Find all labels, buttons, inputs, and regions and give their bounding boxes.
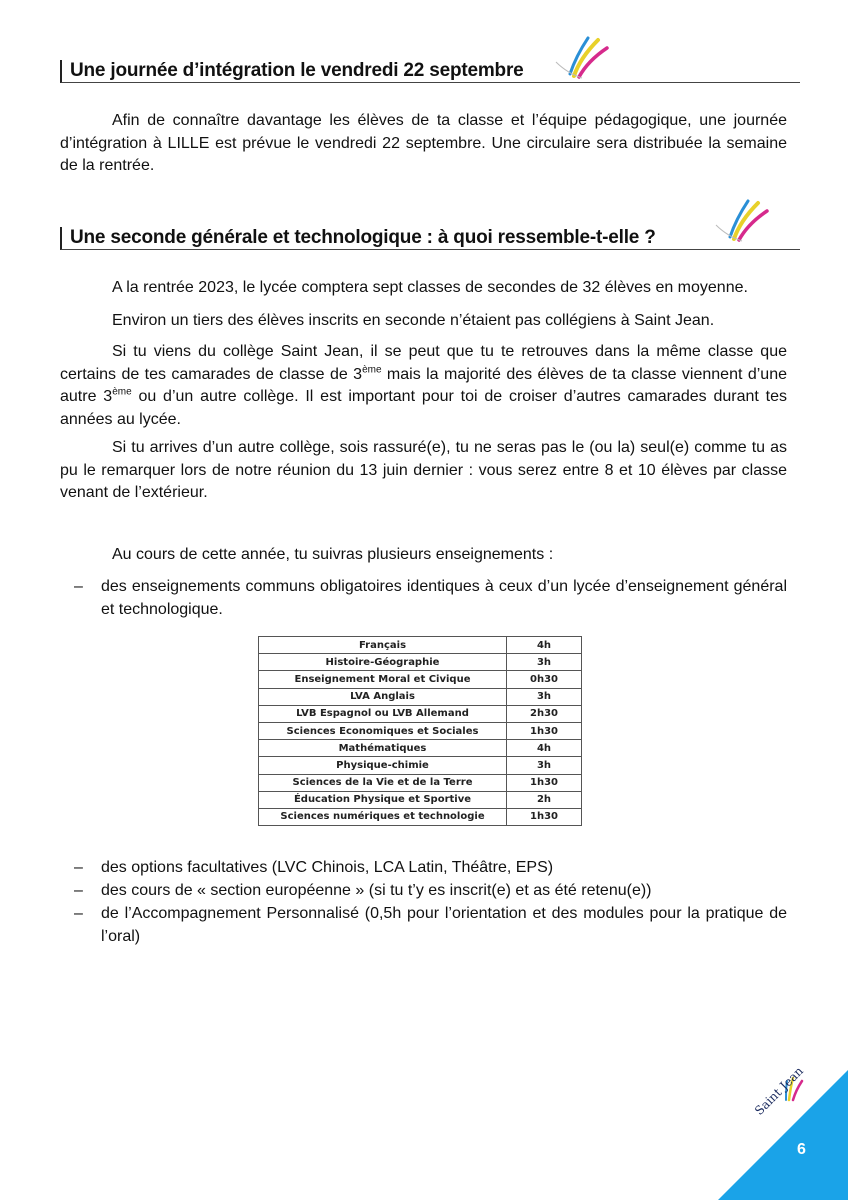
section-heading-integration — [60, 60, 800, 83]
schedule-table — [258, 636, 582, 826]
table-row — [259, 774, 582, 791]
hours-cell: 1h30 — [507, 722, 582, 739]
subject-cell: Français — [259, 637, 507, 654]
hours-cell: 4h — [507, 740, 582, 757]
hours-cell: 0h30 — [507, 671, 582, 688]
school-logo-text: Saint Jean — [752, 1063, 807, 1118]
hours-cell: 1h30 — [507, 774, 582, 791]
list-item-text: des enseignements communs obligatoires identiques à ceux d’un lycée d’enseignement général et technologique. — [101, 578, 787, 618]
dash-bullet: – — [74, 905, 83, 922]
brush-stroke-icon — [552, 36, 612, 80]
paragraph-enseignements-intro: Au cours de cette année, tu suivras plusieurs enseignements : — [112, 546, 554, 563]
subject-cell: Mathématiques — [259, 740, 507, 757]
page-number: 6 — [797, 1141, 806, 1158]
section-heading-seconde — [60, 227, 800, 250]
table-row — [259, 722, 582, 739]
table-row — [259, 671, 582, 688]
list-item — [60, 857, 787, 880]
list-item — [60, 903, 787, 948]
paragraph-tiers: Environ un tiers des élèves inscrits en seconde n’étaient pas collégiens à Saint Jean. — [112, 312, 715, 329]
brush-stroke-icon — [712, 199, 772, 243]
hours-cell: 1h30 — [507, 808, 582, 825]
section-title: Une seconde générale et technologique : à quoi ressemble-t-elle ? — [70, 227, 656, 248]
paragraph-college-saint-jean: Si tu viens du collège Saint Jean, il se peut que tu te retrouves dans la même classe que certains de tes camarades de classe de 3ème mais la majorité des élèves de ta classe viennent d’une autre 3ème ou d’un autre collège. Il est important pour toi de croiser d’autres camarades durant tes années au lycée. — [60, 343, 788, 428]
hours-cell: 2h30 — [507, 705, 582, 722]
table-row — [259, 740, 582, 757]
paragraph-autre-college: Si tu arrives d’un autre collège, sois rassuré(e), tu ne seras pas le (ou la) seul(e) comme tu as pu le remarquer lors de notre réunion du 13 juin dernier : vous serez entre 8 et 10 élèves par classe venant de l’extérieur. — [60, 439, 787, 501]
subject-cell: Sciences numériques et technologie — [259, 808, 507, 825]
table-row — [259, 757, 582, 774]
list-item-text: des cours de « section européenne » (si tu t’y es inscrit(e) et as été retenu(e)) — [101, 882, 652, 899]
hours-cell: 2h — [507, 791, 582, 808]
paragraph-rentree: A la rentrée 2023, le lycée comptera sept classes de secondes de 32 élèves en moyenne. — [112, 279, 748, 296]
dash-bullet: – — [74, 882, 83, 899]
list-item — [60, 576, 787, 621]
subject-cell: Éducation Physique et Sportive — [259, 791, 507, 808]
hours-cell: 4h — [507, 637, 582, 654]
table-row — [259, 654, 582, 671]
subject-cell: Sciences Economiques et Sociales — [259, 722, 507, 739]
list-item-text: de l’Accompagnement Personnalisé (0,5h pour l’orientation et des modules pour la pratique de l’oral) — [101, 905, 787, 945]
hours-cell: 3h — [507, 654, 582, 671]
subject-cell: Histoire-Géographie — [259, 654, 507, 671]
list-item-text: des options facultatives (LVC Chinois, LCA Latin, Théâtre, EPS) — [101, 859, 554, 876]
hours-cell: 3h — [507, 757, 582, 774]
subject-cell: Sciences de la Vie et de la Terre — [259, 774, 507, 791]
subject-cell: Enseignement Moral et Civique — [259, 671, 507, 688]
subject-cell: Physique-chimie — [259, 757, 507, 774]
table-row — [259, 705, 582, 722]
table-row — [259, 808, 582, 825]
section-title: Une journée d’intégration le vendredi 22 septembre — [70, 60, 524, 81]
subject-cell: LVA Anglais — [259, 688, 507, 705]
hours-cell: 3h — [507, 688, 582, 705]
list-item — [60, 880, 787, 903]
integration-paragraph: Afin de connaître davantage les élèves de ta classe et l’équipe pédagogique, une journée d’intégration à LILLE est prévue le vendredi 22 septembre. Une circulaire sera distribuée la semaine de la rentrée. — [60, 112, 787, 174]
subject-cell: LVB Espagnol ou LVB Allemand — [259, 705, 507, 722]
table-row — [259, 791, 582, 808]
dash-bullet: – — [74, 578, 83, 595]
dash-bullet: – — [74, 859, 83, 876]
table-row — [259, 688, 582, 705]
table-row — [259, 637, 582, 654]
